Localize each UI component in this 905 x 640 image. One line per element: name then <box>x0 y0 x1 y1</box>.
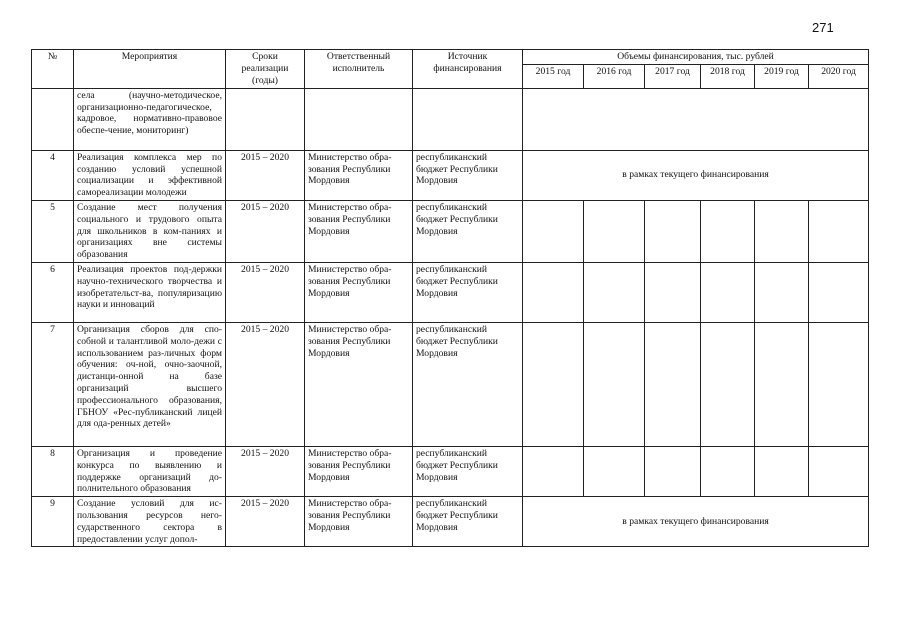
cell-2017 <box>645 200 701 262</box>
cell-executor <box>305 88 413 150</box>
cell-measure: Реализация комплекса мер по созданию условий успешной социализации и эффективной самореализации молодежи <box>74 150 226 200</box>
cell-2020 <box>809 322 869 446</box>
header-year-2019: 2019 год <box>755 64 809 88</box>
table-row <box>32 446 869 496</box>
cell-2016 <box>584 262 645 322</box>
cell-no: 4 <box>32 150 74 200</box>
cell-no: 5 <box>32 200 74 262</box>
cell-period: 2015 – 2020 <box>226 446 305 496</box>
cell-source: республиканский бюджет Республики Мордовия <box>413 262 523 322</box>
header-funding: Объемы финансирования, тыс. рублей <box>523 50 869 65</box>
cell-measure: Организация и проведение конкурса по выявлению и поддержке организаций до-полнительного образования <box>74 446 226 496</box>
cell-2017 <box>645 262 701 322</box>
cell-no: 9 <box>32 497 74 547</box>
cell-executor: Министерство обра-зования Республики Мордовия <box>305 497 413 547</box>
cell-period: 2015 – 2020 <box>226 262 305 322</box>
cell-2020 <box>809 200 869 262</box>
cell-source: республиканский бюджет Республики Мордовия <box>413 497 523 547</box>
cell-2016 <box>584 322 645 446</box>
cell-executor: Министерство обра-зования Республики Мордовия <box>305 150 413 200</box>
header-no: № <box>32 50 74 89</box>
cell-source <box>413 88 523 150</box>
cell-no: 7 <box>32 322 74 446</box>
cell-period: 2015 – 2020 <box>226 150 305 200</box>
cell-period: 2015 – 2020 <box>226 200 305 262</box>
cell-2016 <box>584 446 645 496</box>
header-year-2018: 2018 год <box>701 64 755 88</box>
header-year-2020: 2020 год <box>809 64 869 88</box>
cell-2019 <box>755 322 809 446</box>
cell-2015 <box>523 322 584 446</box>
cell-source: республиканский бюджет Республики Мордовия <box>413 322 523 446</box>
cell-measure: села (научно-методическое, организационно-педагогическое, кадровое, нормативно-правовое обеспе-чение, мониторинг) <box>74 88 226 150</box>
table-row <box>32 150 869 200</box>
header-year-2015: 2015 год <box>523 64 584 88</box>
cell-measure: Организация сборов для спо-собной и талантливой моло-дежи с использованием раз-личных форм обучения: оч-ной, очно-заочной, дистанци-онной на базе организаций высшего профессионального образования, ГБНОУ «Рес-публиканский лицей для ода-ренных детей» <box>74 322 226 446</box>
cell-period <box>226 88 305 150</box>
cell-measure: Реализация проектов под-держки научно-технического творчества и изобретательст-ва, популяризацию науки и инноваций <box>74 262 226 322</box>
cell-2018 <box>701 446 755 496</box>
page-number: 271 <box>812 20 834 35</box>
cell-measure: Создание условий для ис-пользования ресурсов него-сударственного сектора в предоставлении услуг допол- <box>74 497 226 547</box>
cell-executor: Министерство обра-зования Республики Мордовия <box>305 200 413 262</box>
cell-2015 <box>523 200 584 262</box>
cell-2019 <box>755 446 809 496</box>
cell-executor: Министерство обра-зования Республики Мордовия <box>305 322 413 446</box>
cell-funding <box>523 88 869 150</box>
header-period: Сроки реализации (годы) <box>226 50 305 89</box>
cell-2019 <box>755 200 809 262</box>
cell-2015 <box>523 446 584 496</box>
cell-2017 <box>645 446 701 496</box>
table-row <box>32 497 869 547</box>
cell-executor: Министерство обра-зования Республики Мордовия <box>305 262 413 322</box>
cell-2020 <box>809 262 869 322</box>
header-source: Источник финансирования <box>413 50 523 89</box>
cell-2020 <box>809 446 869 496</box>
cell-2018 <box>701 200 755 262</box>
cell-2017 <box>645 322 701 446</box>
funding-table <box>31 49 869 547</box>
cell-executor: Министерство обра-зования Республики Мордовия <box>305 446 413 496</box>
cell-2018 <box>701 262 755 322</box>
table-row <box>32 88 869 150</box>
cell-funding-note: в рамках текущего финансирования <box>523 150 869 200</box>
header-row <box>32 50 869 65</box>
table-row <box>32 262 869 322</box>
header-executor: Ответственный исполнитель <box>305 50 413 89</box>
cell-no: 8 <box>32 446 74 496</box>
cell-2018 <box>701 322 755 446</box>
header-year-2016: 2016 год <box>584 64 645 88</box>
cell-source: республиканский бюджет Республики Мордовия <box>413 150 523 200</box>
cell-2015 <box>523 262 584 322</box>
cell-no <box>32 88 74 150</box>
cell-source: республиканский бюджет Республики Мордовия <box>413 200 523 262</box>
cell-2016 <box>584 200 645 262</box>
cell-period: 2015 – 2020 <box>226 322 305 446</box>
table-row <box>32 200 869 262</box>
cell-2019 <box>755 262 809 322</box>
cell-period: 2015 – 2020 <box>226 497 305 547</box>
cell-funding-note: в рамках текущего финансирования <box>523 497 869 547</box>
cell-measure: Создание мест получения социального и трудового опыта для школьников в ком-паниях и организациях вне системы образования <box>74 200 226 262</box>
header-year-2017: 2017 год <box>645 64 701 88</box>
cell-no: 6 <box>32 262 74 322</box>
header-measures: Мероприятия <box>74 50 226 89</box>
table-row <box>32 322 869 446</box>
cell-source: республиканский бюджет Республики Мордовия <box>413 446 523 496</box>
